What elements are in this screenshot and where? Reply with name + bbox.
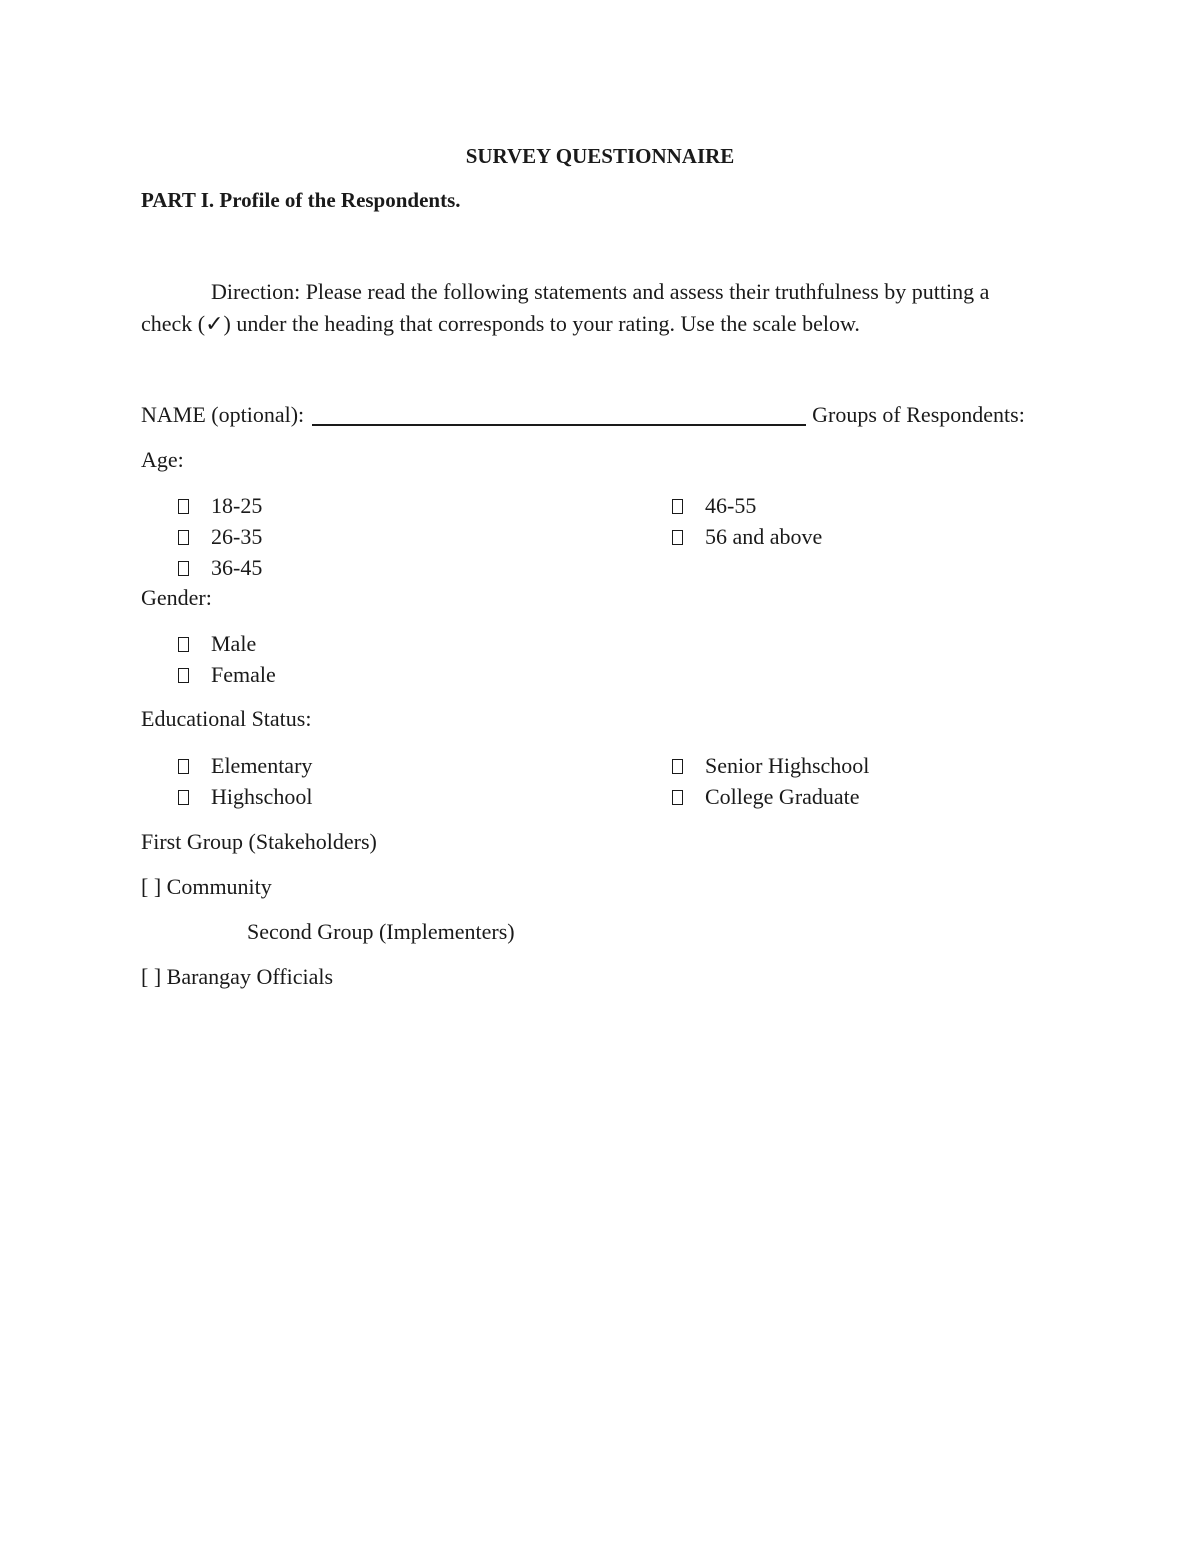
education-option-college-graduate[interactable] — [672, 786, 860, 808]
first-group-label: First Group (Stakeholders) — [141, 829, 377, 854]
direction-line-2: check (✓) under the heading that corresponds to your rating. Use the scale below. — [141, 311, 860, 336]
name-row — [141, 404, 1025, 426]
checkbox-icon[interactable] — [178, 561, 189, 576]
age-option-label: 46-55 — [705, 493, 757, 518]
second-group-label: Second Group (Implementers) — [247, 919, 515, 944]
age-option-label: 18-25 — [211, 493, 263, 518]
part-heading: PART I. Profile of the Respondents. — [141, 188, 461, 212]
gender-option-label: Male — [211, 631, 257, 656]
document-title: SURVEY QUESTIONNAIRE — [465, 144, 735, 168]
name-label: NAME (optional): — [141, 402, 305, 427]
age-option-56-above[interactable] — [672, 526, 822, 548]
community-option[interactable]: [ ] Community — [141, 874, 272, 899]
direction-line-1: Direction: Please read the following statements and assess their truthfulness by putting a — [211, 279, 990, 304]
education-label: Educational Status: — [141, 706, 312, 731]
education-option-elementary[interactable] — [178, 755, 312, 777]
checkbox-icon[interactable] — [672, 530, 683, 545]
age-option-label: 56 and above — [705, 524, 823, 549]
gender-option-male[interactable] — [178, 633, 256, 655]
education-option-senior-highschool[interactable] — [672, 755, 869, 777]
checkbox-icon[interactable] — [178, 499, 189, 514]
checkbox-icon[interactable] — [178, 790, 189, 805]
barangay-officials-option[interactable]: [ ] Barangay Officials — [141, 964, 334, 989]
age-option-26-35[interactable] — [178, 526, 262, 548]
age-option-label: 26-35 — [211, 524, 263, 549]
checkbox-icon[interactable] — [178, 668, 189, 683]
gender-option-female[interactable] — [178, 664, 276, 686]
name-input-line[interactable] — [312, 404, 806, 426]
checkbox-icon[interactable] — [672, 759, 683, 774]
age-label: Age: — [141, 447, 184, 472]
education-option-highschool[interactable] — [178, 786, 312, 808]
checkbox-icon[interactable] — [178, 530, 189, 545]
age-option-18-25[interactable] — [178, 495, 262, 517]
education-option-label: Senior Highschool — [705, 753, 870, 778]
checkbox-icon[interactable] — [672, 499, 683, 514]
education-option-label: College Graduate — [705, 784, 860, 809]
education-option-label: Elementary — [211, 753, 313, 778]
groups-of-respondents-label: Groups of Respondents: — [812, 402, 1025, 427]
education-option-label: Highschool — [211, 784, 313, 809]
age-option-36-45[interactable] — [178, 557, 262, 579]
gender-label: Gender: — [141, 585, 212, 610]
checkbox-icon[interactable] — [178, 637, 189, 652]
checkbox-icon[interactable] — [672, 790, 683, 805]
gender-option-label: Female — [211, 662, 276, 687]
checkbox-icon[interactable] — [178, 759, 189, 774]
age-option-46-55[interactable] — [672, 495, 756, 517]
age-option-label: 36-45 — [211, 555, 263, 580]
